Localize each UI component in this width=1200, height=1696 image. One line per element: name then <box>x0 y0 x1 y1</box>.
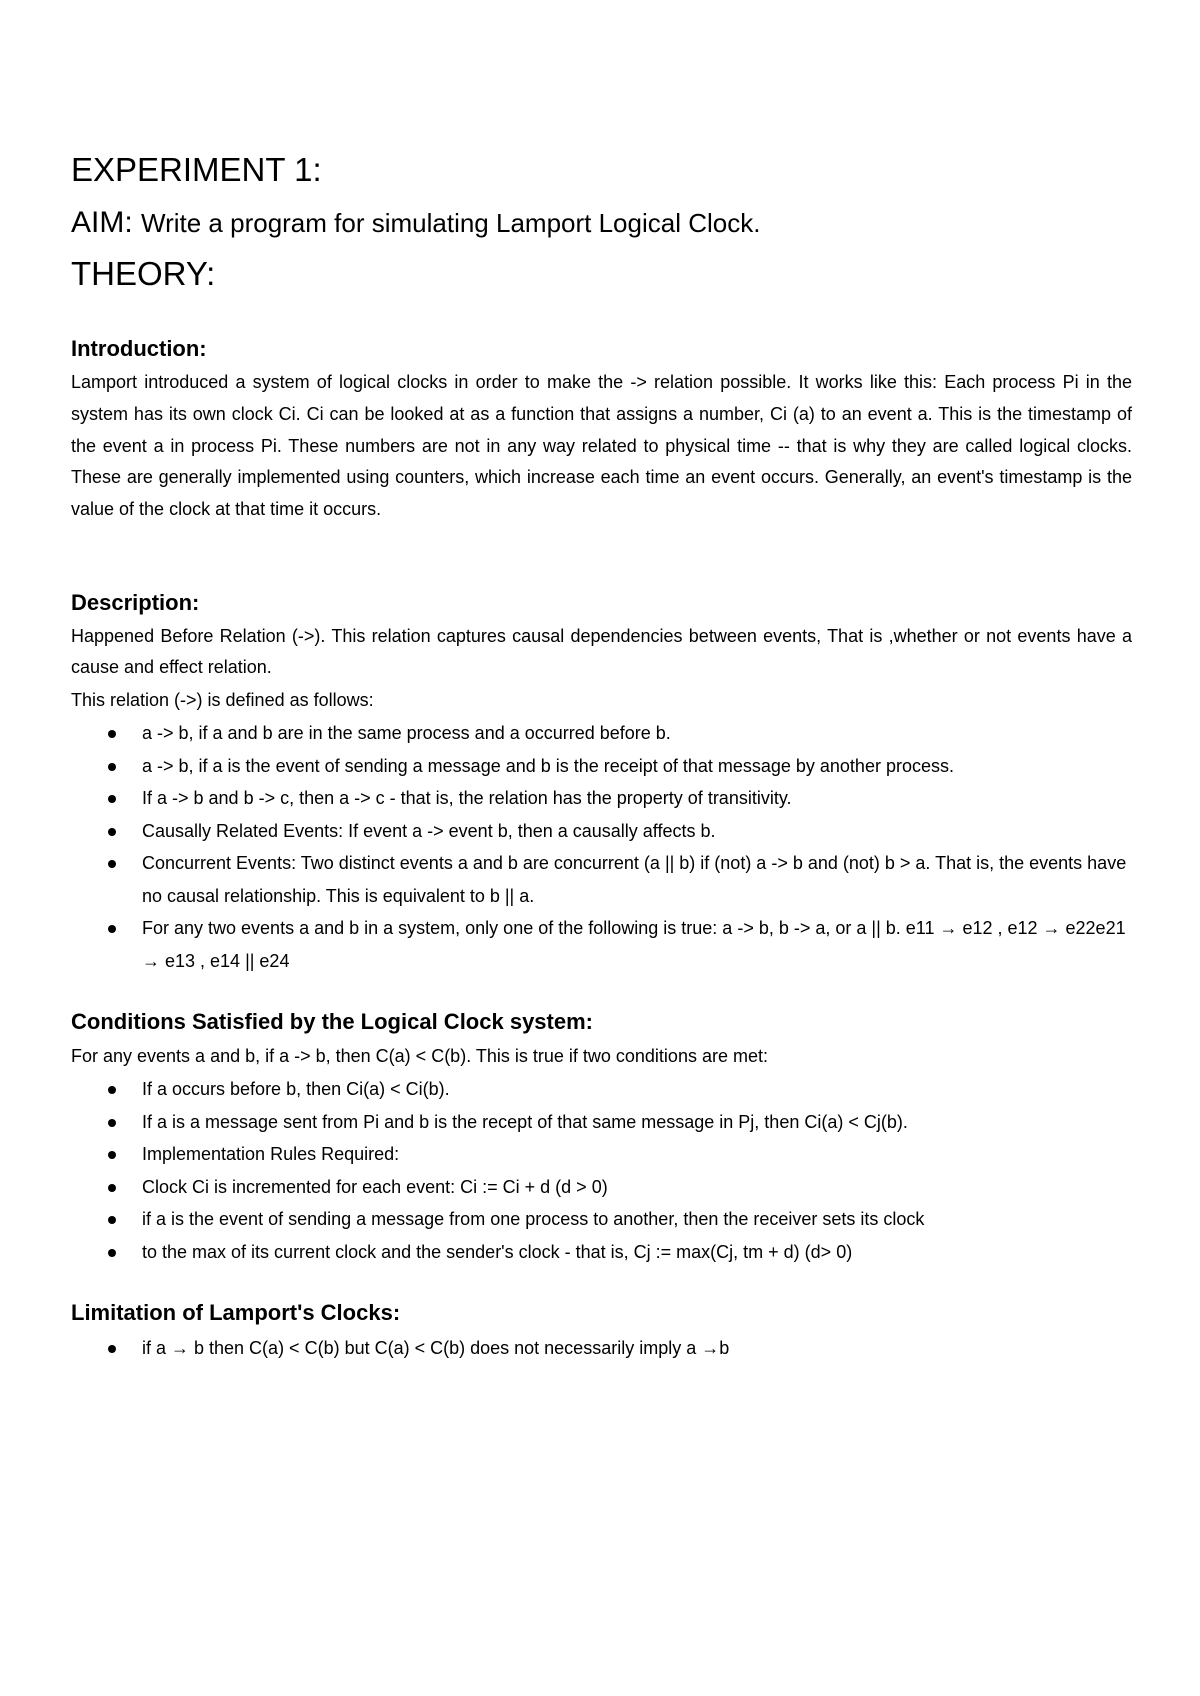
bullet-icon <box>108 1249 116 1257</box>
conditions-heading: Conditions Satisfied by the Logical Clock system: <box>71 1009 593 1034</box>
list-item: Implementation Rules Required: <box>0 1138 1142 1171</box>
bullet-icon <box>108 1086 116 1094</box>
description-heading: Description: <box>71 590 200 615</box>
aim-line <box>71 203 760 243</box>
introduction-paragraph: Lamport introduced a system of logical clocks in order to make the -> relation possible. It works like this: Each process Pi in the system has its own clock Ci. Ci can be looked at as a function that assigns a number, Ci (a) to an event a. This is the timestamp of the event a in process Pi. These numbers are not in any way related to physical time -- that is why they are called logical clocks. These are generally implemented using counters, which increase each time an event occurs. Generally, an event's timestamp is the value of the clock at that time it occurs. <box>71 372 1132 520</box>
conditions-intro-line: For any events a and b, if a -> b, then C(a) < C(b). This is true if two conditions are met: <box>71 1046 768 1066</box>
bullet-icon <box>108 1184 116 1192</box>
bullet-icon <box>108 763 116 771</box>
list-item: For any two events a and b in a system, only one of the following is true: a -> b, b -> a, or a || b. e11 → e12 , e12 → e22e21 → e13 , e14 || e24 <box>0 912 1142 977</box>
list-item: If a occurs before b, then Ci(a) < Ci(b). <box>0 1073 1142 1106</box>
list-item: Clock Ci is incremented for each event: Ci := Ci + d (d > 0) <box>0 1171 1142 1204</box>
list-item: Causally Related Events: If event a -> event b, then a causally affects b. <box>0 815 1142 848</box>
description-paragraph: Happened Before Relation (->). This relation captures causal dependencies between events, That is ,whether or not events have a cause and effect relation. <box>71 626 1132 677</box>
bullet-icon <box>108 828 116 836</box>
list-item: Concurrent Events: Two distinct events a and b are concurrent (a || b) if (not) a -> b and (not) b > a. That is, the events have no causal relationship. This is equivalent to b || a. <box>0 847 1142 912</box>
list-item: a -> b, if a is the event of sending a message and b is the receipt of that message by another process. <box>0 750 1142 783</box>
bullet-icon <box>108 1216 116 1224</box>
list-item: a -> b, if a and b are in the same process and a occurred before b. <box>0 717 1142 750</box>
introduction-heading: Introduction: <box>71 336 207 361</box>
list-item: if a → b then C(a) < C(b) but C(a) < C(b) does not necessarily imply a →b <box>0 1332 1142 1365</box>
experiment-title: EXPERIMENT 1: <box>71 151 322 188</box>
bullet-icon <box>108 795 116 803</box>
list-item: If a -> b and b -> c, then a -> c - that is, the relation has the property of transitivity. <box>0 782 1142 815</box>
bullet-icon <box>108 1119 116 1127</box>
aim-text: Write a program for simulating Lamport Logical Clock. <box>141 208 761 238</box>
aim-label: AIM: <box>71 206 133 239</box>
bullet-icon <box>108 860 116 868</box>
list-item: If a is a message sent from Pi and b is the recept of that same message in Pj, then Ci(a) < Cj(b). <box>0 1106 1142 1139</box>
definition-line: This relation (->) is defined as follows: <box>71 690 374 710</box>
bullet-icon <box>108 730 116 738</box>
bullet-icon <box>108 1345 116 1353</box>
theory-heading: THEORY: <box>71 255 216 292</box>
list-item: to the max of its current clock and the sender's clock - that is, Cj := max(Cj, tm + d) (d> 0) <box>0 1236 1142 1269</box>
bullet-icon <box>108 925 116 933</box>
conditions-bullet-list <box>0 1073 1200 1268</box>
limitation-heading: Limitation of Lamport's Clocks: <box>71 1300 401 1325</box>
bullet-icon <box>108 1151 116 1159</box>
limitation-bullet-list <box>0 1332 1200 1365</box>
description-bullet-list <box>0 717 1200 977</box>
list-item: if a is the event of sending a message from one process to another, then the receiver sets its clock <box>0 1203 1142 1236</box>
